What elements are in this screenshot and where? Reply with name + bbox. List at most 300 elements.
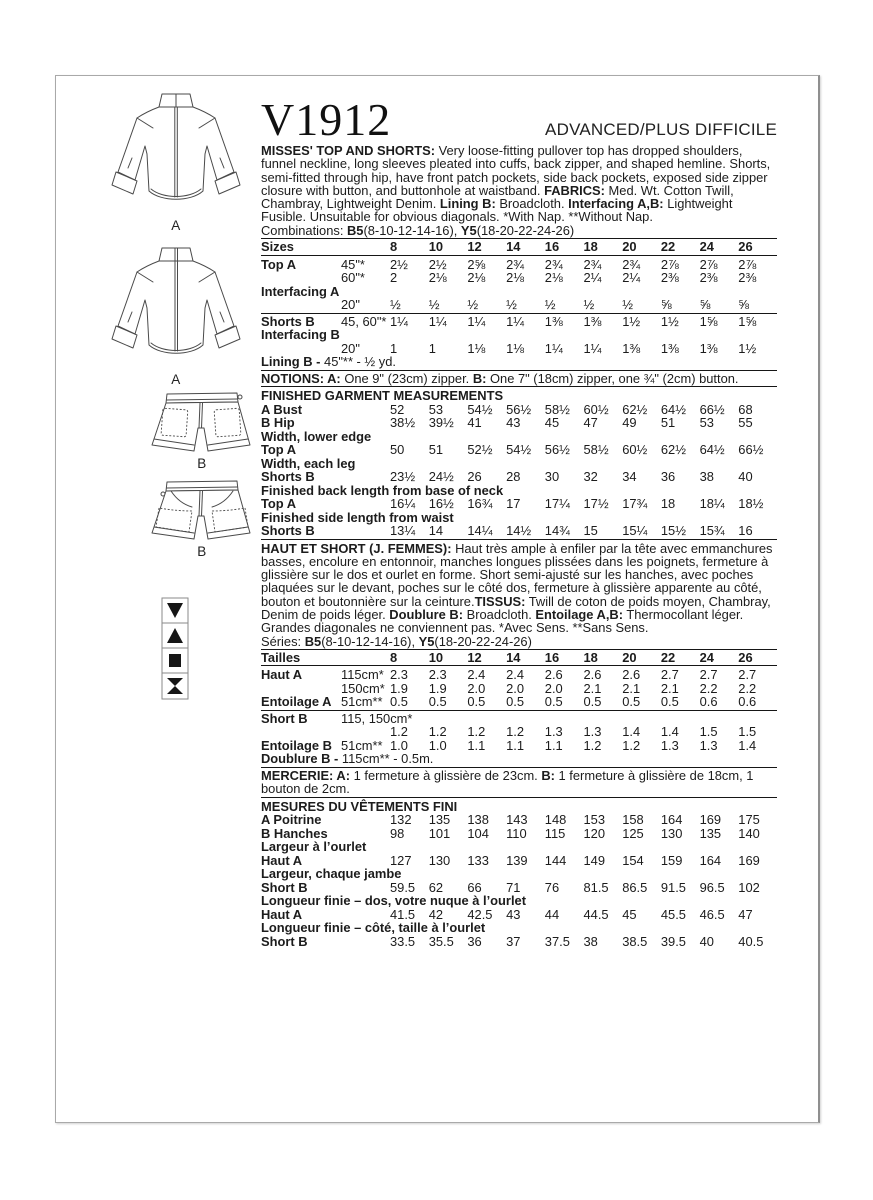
row-label: Short B bbox=[261, 879, 308, 895]
row-fabric-width bbox=[341, 827, 390, 841]
table-cell: 1.5 bbox=[738, 724, 757, 740]
table-cell: 1¼ bbox=[544, 340, 563, 356]
table-cell: 1.2 bbox=[583, 737, 602, 753]
table-cell: 17¼ bbox=[544, 496, 570, 512]
table-cell: 40.5 bbox=[738, 933, 764, 949]
table-cell: 138 bbox=[467, 812, 489, 828]
table-cell: 2.4 bbox=[467, 667, 486, 683]
table-cell: ⅝ bbox=[660, 297, 672, 313]
envelope-page bbox=[55, 75, 820, 1123]
row-label: Shorts B bbox=[261, 313, 315, 329]
table-cell: 17½ bbox=[583, 496, 609, 512]
row-fabric-width bbox=[341, 403, 390, 417]
table-cell: 43 bbox=[506, 415, 521, 431]
table-cell: 2.1 bbox=[660, 680, 679, 696]
table-cell: 2⅛ bbox=[506, 270, 525, 286]
table-cell: 1.1 bbox=[544, 737, 563, 753]
content-column bbox=[261, 96, 777, 948]
table-cell: 14¼ bbox=[467, 523, 493, 539]
table-cell: 144 bbox=[544, 852, 567, 868]
table-cell: 20 bbox=[622, 239, 637, 255]
header bbox=[261, 96, 777, 144]
table-cell: 58½ bbox=[544, 401, 570, 417]
table-cell: 1.4 bbox=[622, 724, 641, 740]
table-cell: 120 bbox=[583, 825, 606, 841]
table-cell: 15¾ bbox=[699, 523, 725, 539]
table-cell: 2.3 bbox=[390, 667, 408, 683]
table-cell: 2⅛ bbox=[467, 270, 486, 286]
table-cell: 127 bbox=[390, 852, 412, 868]
top-a-back-lineart bbox=[101, 88, 251, 216]
table-cell: 18¼ bbox=[699, 496, 725, 512]
triangle-up-icon bbox=[162, 623, 188, 648]
table-cell: 53 bbox=[699, 415, 714, 431]
table-cell: 55 bbox=[738, 415, 753, 431]
row-label bbox=[261, 298, 341, 312]
table-row bbox=[261, 725, 777, 739]
table-cell: 20 bbox=[622, 649, 637, 665]
table-cell: 158 bbox=[622, 812, 644, 828]
table-cell: 45 bbox=[622, 906, 637, 922]
table-cell: 101 bbox=[428, 825, 451, 841]
table-row bbox=[261, 258, 777, 272]
table-cell: 148 bbox=[544, 812, 567, 828]
table-cell: 135 bbox=[699, 825, 722, 841]
table-row bbox=[261, 827, 777, 841]
row-label: Sizes bbox=[261, 239, 294, 255]
table-row bbox=[261, 497, 777, 511]
table-cell: 2.2 bbox=[738, 680, 757, 696]
table-cell: 1.9 bbox=[428, 680, 447, 696]
table-cell: 2.7 bbox=[699, 667, 718, 683]
table-cell: 17¾ bbox=[622, 496, 648, 512]
table-row bbox=[261, 908, 777, 922]
table-cell: 1.3 bbox=[583, 724, 602, 740]
row-fabric-width: 20" bbox=[341, 340, 360, 356]
table-cell: ½ bbox=[467, 297, 479, 313]
table-group-label: Finished side length from waist bbox=[261, 509, 454, 525]
table-cell: 1.4 bbox=[660, 724, 679, 740]
table-cell: 15 bbox=[583, 523, 598, 539]
table-row bbox=[261, 813, 777, 827]
table-cell: 42 bbox=[428, 906, 444, 922]
row-fabric-width bbox=[341, 725, 390, 739]
table-cell: 68 bbox=[738, 401, 753, 417]
table-row bbox=[261, 524, 777, 540]
table-cell: 8 bbox=[390, 239, 398, 255]
pattern-number: V1912 bbox=[261, 94, 392, 145]
row-fabric-width bbox=[341, 908, 390, 922]
table-cell: 52½ bbox=[467, 442, 493, 458]
row-label: Tailles bbox=[261, 649, 301, 665]
table-cell: 1.2 bbox=[428, 724, 447, 740]
table-cell: 133 bbox=[467, 852, 489, 868]
row-label: A Bust bbox=[261, 401, 303, 417]
top-a-front-illustration bbox=[96, 242, 256, 387]
table-cell: 15½ bbox=[660, 523, 686, 539]
table-row bbox=[261, 298, 777, 312]
row-label: A Poitrine bbox=[261, 812, 322, 828]
table-cell: 2¼ bbox=[583, 270, 602, 286]
table-cell: 30 bbox=[544, 469, 560, 485]
table-cell: 52 bbox=[390, 401, 405, 417]
table-row bbox=[261, 238, 777, 256]
hourglass-icon bbox=[162, 673, 188, 699]
table-cell: 64½ bbox=[660, 401, 686, 417]
table-cell: 16 bbox=[544, 649, 560, 665]
yardage-table-english bbox=[261, 238, 777, 540]
table-cell: 2⅝ bbox=[467, 256, 486, 272]
table-cell: 50 bbox=[390, 442, 405, 458]
table-cell: 1½ bbox=[738, 340, 757, 356]
table-cell: 56½ bbox=[544, 442, 570, 458]
table-cell: 38 bbox=[699, 469, 714, 485]
table-cell: 1.3 bbox=[660, 737, 679, 753]
table-cell: 0.5 bbox=[467, 694, 486, 710]
table-row bbox=[261, 854, 777, 868]
row-fabric-width bbox=[341, 497, 390, 511]
table-cell: 2¾ bbox=[506, 256, 525, 272]
table-cell: 8 bbox=[390, 649, 398, 665]
table-cell: 33.5 bbox=[390, 933, 416, 949]
table-cell: 49 bbox=[622, 415, 637, 431]
table-cell: 0.6 bbox=[738, 694, 757, 710]
table-cell: 2⅛ bbox=[428, 270, 447, 286]
table-cell: 1.1 bbox=[467, 737, 486, 753]
table-cell: 16¾ bbox=[467, 496, 493, 512]
table-cell: 164 bbox=[699, 852, 722, 868]
row-fabric-width: 45"* bbox=[341, 256, 365, 272]
row-label: Short B bbox=[261, 710, 308, 726]
row-label: Top A bbox=[261, 256, 297, 272]
top-a-back-illustration bbox=[96, 88, 256, 233]
table-cell: 0.5 bbox=[544, 694, 563, 710]
table-cell: 14 bbox=[506, 649, 521, 665]
table-cell: 36 bbox=[467, 933, 482, 949]
table-note: Doublure B - 115cm** - 0.5m. bbox=[261, 751, 434, 767]
table-cell: 1¼ bbox=[428, 313, 447, 329]
figure-label: A bbox=[171, 218, 181, 233]
table-row bbox=[261, 313, 777, 329]
table-cell: 14 bbox=[428, 523, 444, 539]
table-cell: 96.5 bbox=[699, 879, 725, 895]
table-row bbox=[261, 682, 777, 696]
shorts-b-front-illustration bbox=[134, 478, 270, 559]
table-cell: 26 bbox=[738, 649, 753, 665]
table-cell: 1.0 bbox=[428, 737, 447, 753]
table-cell: 1.3 bbox=[544, 724, 563, 740]
table-cell: 44.5 bbox=[583, 906, 609, 922]
table-cell: 169 bbox=[738, 852, 760, 868]
table-row bbox=[261, 416, 777, 430]
table-cell: 2.7 bbox=[660, 667, 679, 683]
table-cell: 26 bbox=[467, 469, 482, 485]
table-cell: ½ bbox=[428, 297, 440, 313]
table-cell: 2.6 bbox=[544, 667, 563, 683]
table-note: MESURES DU VÊTEMENTS FINI bbox=[261, 798, 458, 814]
table-cell: 132 bbox=[390, 812, 412, 828]
table-cell: 66½ bbox=[738, 442, 764, 458]
table-cell: 22 bbox=[660, 239, 676, 255]
table-cell: 1⅜ bbox=[622, 340, 641, 356]
table-cell: 1¼ bbox=[467, 313, 486, 329]
row-fabric-width bbox=[341, 470, 390, 484]
table-cell: 36 bbox=[660, 469, 676, 485]
table-cell: 2⅞ bbox=[699, 256, 718, 272]
table-row bbox=[261, 649, 777, 667]
table-cell: 2¾ bbox=[544, 256, 563, 272]
row-label: B Hip bbox=[261, 415, 295, 431]
table-cell: 2¾ bbox=[622, 256, 641, 272]
table-cell: 16 bbox=[738, 523, 753, 539]
table-cell: 22 bbox=[660, 649, 676, 665]
table-cell: 1⅝ bbox=[738, 313, 757, 329]
row-fabric-width bbox=[341, 524, 390, 538]
table-cell: 2 bbox=[390, 270, 398, 286]
table-cell: 2.3 bbox=[428, 667, 447, 683]
table-cell: ½ bbox=[544, 297, 556, 313]
french-description: HAUT ET SHORT (J. FEMMES): Haut très ample à enfiler par la tête avec emmanchures basses, encolure en entonnoir, manches longues plissées dans les poignets, fermeture à glissière sur le dos et ourlet en forme. Short semi-ajusté sur les hanches, avec poches plaquées sur le devant, poches sur le côté dos, fermeture à glissière apparente au côté, bouton et boutonnière sur la ceinture.TISSUS: Twill de coton de poids moyen, Chambray, Denim de poids léger. Doublure B: Broadcloth. Entoilage A,B: Thermocollant léger. Grandes diagonales ne conviennent pas. *Avec Sens. **Sans Sens. bbox=[261, 540, 773, 636]
table-cell: 39.5 bbox=[660, 933, 686, 949]
table-cell: 0.5 bbox=[660, 694, 679, 710]
figure-label: B bbox=[197, 544, 207, 559]
table-cell: 125 bbox=[622, 825, 644, 841]
table-cell: 64½ bbox=[699, 442, 725, 458]
table-cell: 2⅜ bbox=[660, 270, 679, 286]
table-cell: 24 bbox=[699, 649, 714, 665]
table-cell: 56½ bbox=[506, 401, 532, 417]
table-cell: 164 bbox=[660, 812, 683, 828]
table-cell: 0.5 bbox=[622, 694, 641, 710]
table-note: MERCERIE: A: 1 fermeture à glissière de 23cm. B: 1 fermeture à glissière de 18cm, 1 bouton de 2cm. bbox=[261, 767, 777, 798]
table-cell: 10 bbox=[428, 239, 444, 255]
table-cell: 1¼ bbox=[506, 313, 525, 329]
table-cell: 51 bbox=[660, 415, 676, 431]
table-cell: 1.0 bbox=[390, 737, 408, 753]
row-label: Shorts B bbox=[261, 523, 315, 539]
table-group-label: Finished back length from base of neck bbox=[261, 482, 504, 498]
table-row bbox=[261, 695, 777, 709]
row-label: Shorts B bbox=[261, 469, 315, 485]
table-cell: ½ bbox=[622, 297, 633, 313]
table-cell: 62½ bbox=[660, 442, 686, 458]
table-cell: 2⅜ bbox=[738, 270, 757, 286]
table-cell: 1⅛ bbox=[506, 340, 525, 356]
table-cell: 143 bbox=[506, 812, 528, 828]
table-cell: 135 bbox=[428, 812, 451, 828]
table-cell: 38.5 bbox=[622, 933, 648, 949]
table-group-label: Width, each leg bbox=[261, 455, 356, 471]
table-cell: 2⅜ bbox=[699, 270, 718, 286]
table-cell: 12 bbox=[467, 649, 482, 665]
table-cell: 62½ bbox=[622, 401, 648, 417]
table-cell: 2¼ bbox=[622, 270, 641, 286]
table-cell: 51 bbox=[428, 442, 444, 458]
row-fabric-width bbox=[341, 854, 390, 868]
table-cell: 1.4 bbox=[738, 737, 757, 753]
row-label: Haut A bbox=[261, 852, 303, 868]
top-a-front-lineart bbox=[101, 242, 251, 370]
table-cell: 47 bbox=[583, 415, 598, 431]
table-cell: 1⅜ bbox=[699, 340, 718, 356]
table-cell: 37 bbox=[506, 933, 521, 949]
table-cell: 1.2 bbox=[390, 724, 408, 740]
table-group-label: Interfacing A bbox=[261, 283, 340, 299]
table-cell: 140 bbox=[738, 825, 760, 841]
table-cell: 115 bbox=[544, 825, 566, 841]
row-label: Haut A bbox=[261, 667, 303, 683]
table-cell: 130 bbox=[660, 825, 683, 841]
row-fabric-width bbox=[341, 651, 390, 665]
table-row bbox=[261, 342, 777, 356]
square-icon bbox=[162, 648, 188, 673]
table-cell: 110 bbox=[506, 825, 527, 841]
table-group-label: Largeur à l’ourlet bbox=[261, 839, 367, 855]
table-cell: 0.5 bbox=[583, 694, 602, 710]
table-cell: 1 bbox=[390, 340, 398, 356]
shorts-b-back-lineart bbox=[137, 390, 267, 454]
row-label bbox=[261, 271, 341, 285]
yardage-table-french bbox=[261, 649, 777, 949]
row-fabric-width bbox=[341, 443, 390, 457]
row-fabric-width: 20" bbox=[341, 297, 360, 313]
table-cell: 1.2 bbox=[467, 724, 486, 740]
table-cell: 42.5 bbox=[467, 906, 493, 922]
table-cell: 41.5 bbox=[390, 906, 416, 922]
table-cell: 2.4 bbox=[506, 667, 525, 683]
table-cell: 18 bbox=[583, 239, 598, 255]
table-cell: 1¼ bbox=[390, 313, 408, 329]
row-fabric-width bbox=[341, 813, 390, 827]
table-cell: 1⅛ bbox=[467, 340, 486, 356]
table-cell: 0.5 bbox=[428, 694, 447, 710]
table-row bbox=[261, 668, 777, 682]
table-cell: 18 bbox=[583, 649, 598, 665]
table-row bbox=[261, 470, 777, 484]
table-cell: 2.0 bbox=[506, 680, 525, 696]
table-cell: 39½ bbox=[428, 415, 454, 431]
row-label: Entoilage A bbox=[261, 694, 332, 710]
table-cell: 139 bbox=[506, 852, 528, 868]
table-cell: 66½ bbox=[699, 401, 725, 417]
row-label bbox=[261, 725, 341, 739]
row-fabric-width bbox=[341, 416, 390, 430]
table-cell: 154 bbox=[622, 852, 644, 868]
table-note: FINISHED GARMENT MEASUREMENTS bbox=[261, 388, 504, 404]
row-fabric-width: 115cm* bbox=[341, 667, 384, 683]
shorts-b-front-lineart bbox=[137, 478, 267, 542]
table-cell: 40 bbox=[738, 469, 753, 485]
table-cell: 59.5 bbox=[390, 879, 416, 895]
table-cell: 2.0 bbox=[544, 680, 563, 696]
table-cell: 91.5 bbox=[660, 879, 686, 895]
table-cell: 16¼ bbox=[390, 496, 416, 512]
table-row bbox=[261, 271, 777, 285]
table-cell: 37.5 bbox=[544, 933, 570, 949]
table-group-label: Longueur finie – dos, votre nuque à l’ourlet bbox=[261, 893, 526, 909]
figure-label: A bbox=[171, 372, 181, 387]
table-cell: 54½ bbox=[506, 442, 532, 458]
difficulty-level: ADVANCED/PLUS DIFFICILE bbox=[545, 120, 777, 139]
table-cell: 38 bbox=[583, 933, 598, 949]
row-fabric-width bbox=[341, 240, 390, 254]
table-cell: 14½ bbox=[506, 523, 532, 539]
table-cell: 2½ bbox=[390, 256, 408, 272]
table-cell: 58½ bbox=[583, 442, 609, 458]
table-cell: 40 bbox=[699, 933, 714, 949]
row-fabric-width bbox=[341, 881, 390, 895]
table-note: Lining B - 45"** - ½ yd. bbox=[261, 354, 396, 370]
table-cell: 12 bbox=[467, 239, 482, 255]
table-cell: 1⅝ bbox=[699, 313, 718, 329]
table-cell: ⅝ bbox=[738, 297, 750, 313]
table-cell: 14 bbox=[506, 239, 521, 255]
table-cell: 149 bbox=[583, 852, 606, 868]
table-cell: 46.5 bbox=[699, 906, 725, 922]
table-cell: 66 bbox=[467, 879, 482, 895]
table-cell: 13¼ bbox=[390, 523, 416, 539]
table-cell: 153 bbox=[583, 812, 606, 828]
table-cell: 81.5 bbox=[583, 879, 609, 895]
triangle-down-icon bbox=[162, 598, 188, 623]
table-cell: 47 bbox=[738, 906, 753, 922]
table-cell: 60½ bbox=[583, 401, 609, 417]
table-cell: 2⅞ bbox=[738, 256, 757, 272]
table-cell: 86.5 bbox=[622, 879, 648, 895]
table-cell: 1.1 bbox=[506, 737, 525, 753]
table-cell: ½ bbox=[506, 297, 517, 313]
figure-label: B bbox=[197, 456, 207, 471]
table-cell: 98 bbox=[390, 825, 405, 841]
table-cell: 2.0 bbox=[467, 680, 486, 696]
table-row bbox=[261, 935, 777, 949]
table-cell: 1½ bbox=[660, 313, 679, 329]
table-cell: 2.1 bbox=[622, 680, 641, 696]
table-cell: 10 bbox=[428, 649, 444, 665]
row-fabric-width: 51cm** bbox=[341, 737, 383, 753]
table-row bbox=[261, 739, 777, 753]
table-cell: 16½ bbox=[428, 496, 454, 512]
table-cell: 71 bbox=[506, 879, 521, 895]
table-cell: 1.2 bbox=[622, 737, 641, 753]
shorts-b-back-illustration bbox=[134, 390, 270, 471]
table-cell: 1 bbox=[428, 340, 436, 356]
table-cell: 18 bbox=[660, 496, 676, 512]
table-row bbox=[261, 881, 777, 895]
series-line: Séries: B5(8-10-12-14-16), Y5(18-20-22-24-26) bbox=[261, 633, 532, 649]
row-fabric-width: 60"* bbox=[341, 270, 365, 286]
garment-description: MISSES' TOP AND SHORTS: Very loose-fitting pullover top has dropped shoulders, funnel neckline, long sleeves pleated into cuffs, back zipper, and shaped hemline. Shorts, semi-fitted through hip, have front patch pockets, side back pockets, exposed side zipper closure with button, and buttonhole at waistband. FABRICS: Med. Wt. Cotton Twill, Chambray, Lightweight Denim. Lining B: Broadcloth. Interfacing A,B: Lightweight Fusible. Unsuitable for obvious diagonals. *With Nap. **Without Nap. bbox=[261, 143, 771, 225]
table-cell: 2.6 bbox=[583, 667, 602, 683]
table-cell: 28 bbox=[506, 469, 521, 485]
table-cell: 102 bbox=[738, 879, 760, 895]
row-fabric-width: 45, 60"* bbox=[341, 313, 387, 329]
row-fabric-width: 150cm* bbox=[341, 680, 385, 696]
table-cell: 24 bbox=[699, 239, 714, 255]
table-cell: ⅝ bbox=[699, 297, 711, 313]
row-fabric-width bbox=[341, 935, 390, 949]
table-row bbox=[261, 403, 777, 417]
table-cell: 1½ bbox=[622, 313, 641, 329]
combinations-line: Combinations: B5(8-10-12-14-16), Y5(18-20-22-24-26) bbox=[261, 222, 575, 238]
table-cell: 1.9 bbox=[390, 680, 408, 696]
table-cell: 0.6 bbox=[699, 694, 718, 710]
table-cell: 32 bbox=[583, 469, 598, 485]
table-note: NOTIONS: A: One 9" (23cm) zipper. B: One 7" (18cm) zipper, one ¾" (2cm) button. bbox=[261, 370, 777, 388]
table-cell: 44 bbox=[544, 906, 560, 922]
table-row bbox=[261, 443, 777, 457]
table-cell: 1¼ bbox=[583, 340, 602, 356]
